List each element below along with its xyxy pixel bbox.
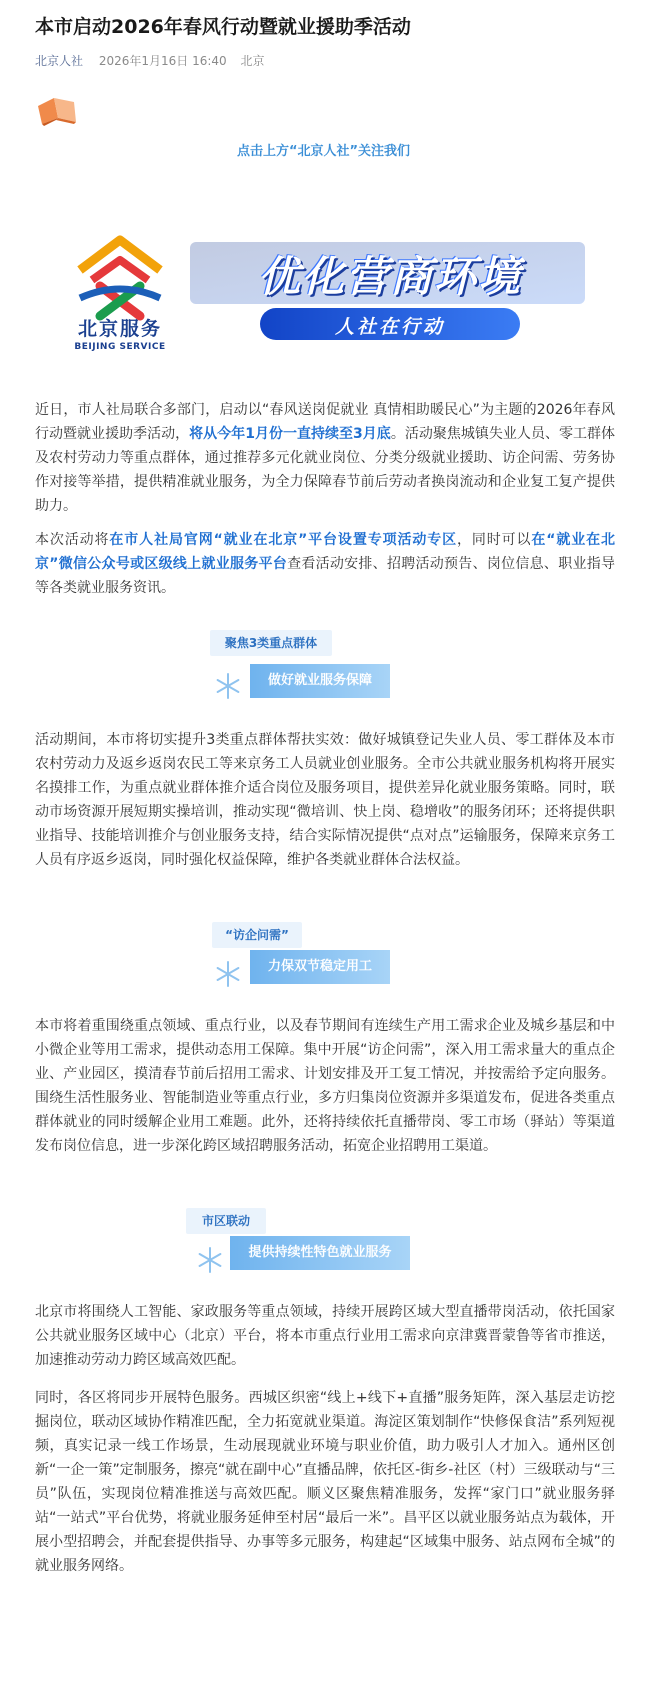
highlight-wechat-platform: 在“就业在北京”微信公众号或区级线上就业服务平台 <box>35 532 616 572</box>
article-meta <box>35 52 265 69</box>
article-location: 北京 <box>240 54 265 68</box>
article-source-link[interactable]: 北京人社 <box>35 54 84 68</box>
paragraph-platform <box>35 528 615 600</box>
highlight-duration: 将从今年1月份一直持续至3月底 <box>189 426 391 442</box>
follow-us-prompt[interactable]: 点击上方“北京人社”关注我们 <box>236 144 411 159</box>
section-3-bar: 提供持续性特色就业服务 <box>230 1236 410 1270</box>
text-segment: 。活动聚焦城镇失业人员、零工群体及农村劳动力等重点群体，通过推荐多元化就业岗位、分类分级就业援助、访企问需、劳务协作对接等举措，提供精准就业服务，为全力保障春节前后劳动者换岗流动和企业复工复产提供助力。 <box>35 426 616 514</box>
banner-main-title: 优化营商环境 <box>257 252 522 301</box>
text-segment: 查看活动安排、招聘活动预告、岗位信息、职业指导等各类就业服务资讯。 <box>35 556 615 596</box>
section-3-label: 市区联动 <box>186 1208 266 1234</box>
logo-subtext: BEIJING SERVICE <box>74 342 166 352</box>
snowflake-icon <box>196 1246 224 1274</box>
highlight-website-zone: 在市人社局官网“就业在北京”平台设置专项活动专区 <box>109 532 457 548</box>
section-1-bar: 做好就业服务保障 <box>250 664 390 698</box>
open-book-icon <box>34 92 82 128</box>
text-segment: 本次活动将 <box>35 532 110 548</box>
text-segment: ，同时可以 <box>457 532 532 548</box>
logo-text: 北京服务 <box>77 318 162 340</box>
banner-subtitle: 人社在行动 <box>334 316 445 338</box>
section-2-label: “访企问需” <box>212 922 302 948</box>
paragraph-intro <box>35 398 615 518</box>
text-segment: 近日，市人社局联合多部门，启动以“春风送岗促就业 真情相助暖民心”为主题的2026年春风行动暨就业援助季活动， <box>35 402 615 442</box>
snowflake-icon <box>214 672 242 700</box>
section-1-label: 聚焦3类重点群体 <box>210 630 332 656</box>
paragraph-enterprise-visits: 本市将着重围绕重点领域、重点行业，以及春节期间有连续生产用工需求企业及城乡基层和中小微企业等用工需求，提供动态用工保障。集中开展“访企问需”，深入用工需求量大的重点企业、产业园区，摸清春节前后招用工需求、计划安排及开工复工情况，并按需给予定向服务。围绕生活性服务业、智能制造业等重点行业，多方归集岗位资源并多渠道发布，促进各类重点群体就业的同时缓解企业用工难题。此外，还将持续依托直播带岗、零工市场（驿站）等渠道发布岗位信息，进一步深化跨区域招聘服务活动，拓宽企业招聘用工渠道。 <box>35 1018 615 1154</box>
paragraph-cross-region: 北京市将围绕人工智能、家政服务等重点领域，持续开展跨区域大型直播带岗活动，依托国家公共就业服务区域中心（北京）平台，将本市重点行业用工需求向京津冀晋蒙鲁等省市推送，加速推动劳动力跨区域高效匹配。 <box>35 1304 615 1368</box>
article-time: 2026年1月16日 16:40 <box>98 54 227 68</box>
snowflake-icon <box>214 960 242 988</box>
section-2-bar: 力保双节稳定用工 <box>250 950 390 984</box>
article-title: 本市启动2026年春风行动暨就业援助季活动 <box>35 16 411 38</box>
paragraph-key-groups: 活动期间，本市将切实提升3类重点群体帮扶实效：做好城镇登记失业人员、零工群体及本市农村劳动力及返乡返岗农民工等来京务工人员就业创业服务。全市公共就业服务机构将开展实名摸排工作，为重点就业群体推介适合岗位及服务项目，提供差异化就业服务策略。同时，联动市场资源开展短期实操培训，推动实现“微培训、快上岗、稳增收”的服务闭环；还将提供职业指导、技能培训推介与创业服务支持，结合实际情况提供“点对点”运输服务，保障来京务工人员有序返乡返岗，同时强化权益保障，维护各类就业群体合法权益。 <box>35 732 615 868</box>
paragraph-district-services: 同时，各区将同步开展特色服务。西城区织密“线上+线下+直播”服务矩阵，深入基层走访挖掘岗位，联动区域协作精准匹配，全力拓宽就业渠道。海淀区策划制作“快修保食洁”系列短视频，真实记录一线工作场景，生动展现就业环境与职业价值，助力吸引人才加入。通州区创新“一企一策”定制服务，擦亮“就在副中心”直播品牌，依托区-街乡-社区（村）三级联动与“三员”队伍，实现岗位精准推送与高效匹配。顺义区聚焦精准服务，发挥“家门口”就业服务驿站“一站式”平台优势，将就业服务延伸至村居“最后一米”。昌平区以就业服务站点为载体，开展小型招聘会，并配套提供指导、办事等多元服务，构建起“区域集中服务、站点网布全城”的就业服务网络。 <box>35 1390 615 1574</box>
